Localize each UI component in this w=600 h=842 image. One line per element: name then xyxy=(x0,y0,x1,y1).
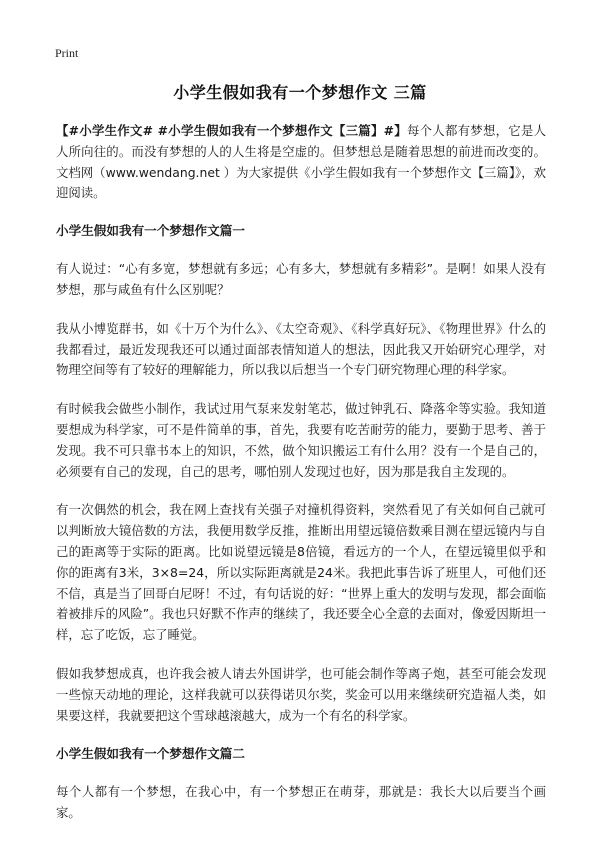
document-body xyxy=(56,121,546,842)
section1-paragraph: 有一次偶然的机会，我在网上查找有关强子对撞机得资料，突然看见了有关如何自己就可以判断放大镜倍数的方法，我便用数学反推，推断出用望远镜倍数乘目测在望远镜内与自己的距离等于实际的距离。比如说望远镜是8倍镜，看远方的一个人，在望远镜里似乎和你的距离有3米，3×8=24，所以实际距离就是24米。我把此事告诉了班里人，可他们还不信，真是当了回哥白尼呀！不过，有句话说的好：“世界上重大的发明与发现，都会面临着被排斥的风险”。我也只好默不作声的继续了，我还要全心全意的去面对，像爱因斯坦一样，忘了吃饭，忘了睡觉。 xyxy=(56,502,546,643)
intro-text: 每个人都有梦想，它是人人所向往的。而没有梦想的人的人生将是空虚的。但梦想总是随着思想的前进而改变的。文档网（www.wendang.net ）为大家提供《小学生假如我有一个梦想作文【三篇】》，欢迎阅读。 xyxy=(56,123,547,201)
section1-paragraph: 有人说过：“心有多宽，梦想就有多远；心有多大，梦想就有多精彩”。是啊！如果人没有梦想，那与咸鱼有什么区别呢？ xyxy=(56,261,546,297)
section-heading-2: 小学生假如我有一个梦想作文篇二 xyxy=(56,746,245,762)
section-heading-1: 小学生假如我有一个梦想作文篇一 xyxy=(56,223,245,239)
print-label: Print xyxy=(55,46,79,60)
intro-bold-lead: 【#小学生作文# #小学生假如我有一个梦想作文【三篇】#】 xyxy=(56,123,407,138)
section1-paragraph: 假如我梦想成真，也许我会被人请去外国讲学，也可能会制作等离子炮，甚至可能会发现一些惊天动地的理论，这样我就可以获得诺贝尔奖，奖金可以用来继续研究造福人类，如果要这样，我就要把这个雪球越滚越大，成为一个有名的科学家。 xyxy=(56,665,546,723)
document-title: 小学生假如我有一个梦想作文 三篇 xyxy=(173,83,427,102)
section2-paragraph: 每个人都有一个梦想，在我心中，有一个梦想正在萌芽，那就是：我长大以后要当个画家。 xyxy=(56,784,546,821)
intro-paragraph xyxy=(56,121,546,204)
section1-paragraph: 有时候我会做些小制作，我试过用气泵来发射笔芯，做过钟乳石、降落伞等实验。我知道要想成为科学家，可不是件简单的事，首先，我要有吃苦耐劳的能力，要勤于思考、善于发现。我不可只靠书本上的知识，不然，做个知识搬运工有什么用？没有一个是自己的，必须要有自己的发现，自己的思考，哪怕别人发现过也好，因为那是我自主发现的。 xyxy=(56,401,546,479)
section1-paragraph: 我从小博览群书，如《十万个为什么》、《太空奇观》、《科学真好玩》、《物理世界》什么的我都看过，最近发现我还可以通过面部表情知道人的想法，因此我又开始研究心理学，对物理空间等有了较好的理解能力，所以我以后想当一个专门研究物理心理的科学家。 xyxy=(56,320,546,378)
